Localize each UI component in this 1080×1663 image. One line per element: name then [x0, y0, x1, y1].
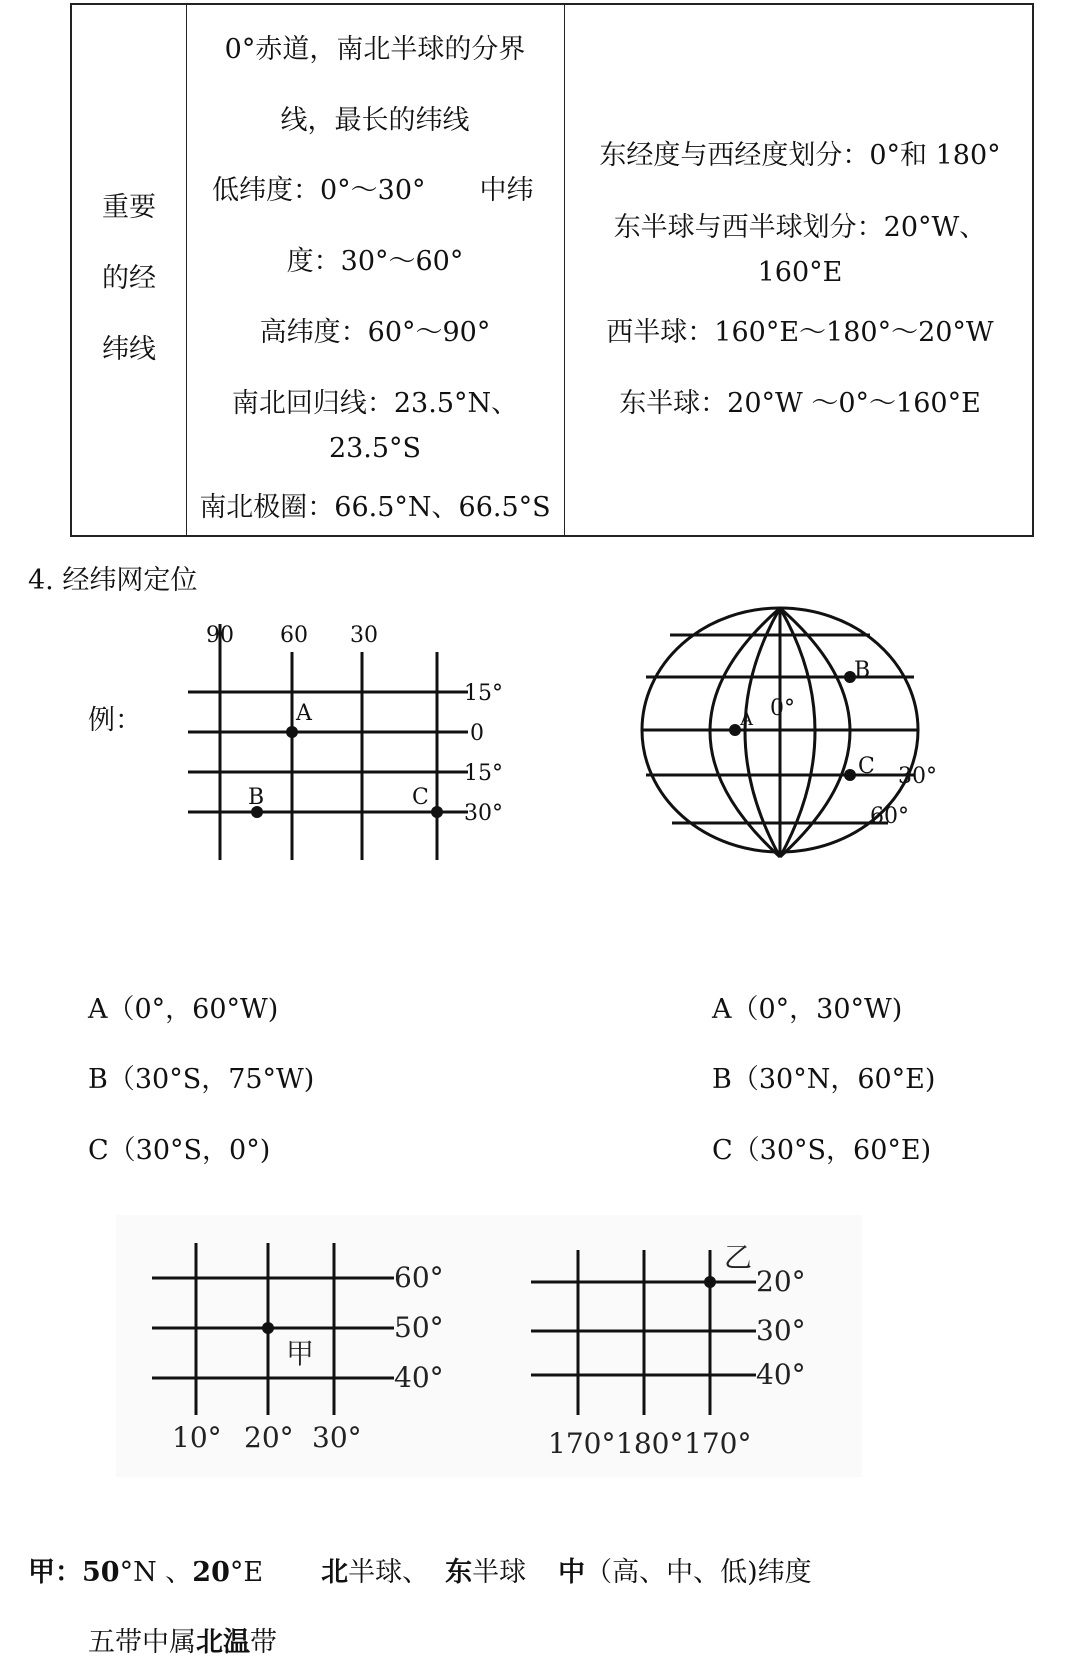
longitude-label: 10°	[172, 1421, 222, 1454]
grid-diagram-1	[170, 612, 530, 862]
longitude-cell-line: 西半球：160°E～180°～20°W	[606, 317, 994, 348]
longitude-cell-line: 东半球：20°W ～0°～160°E	[619, 388, 981, 419]
longitude-cell-line: 东经度与西经度划分：0°和 180°	[599, 140, 1001, 171]
latitude-label: 20°	[756, 1265, 806, 1298]
latitude-cell-line: 南北回归线：23.5°N、	[231, 388, 519, 419]
example-label: 例：	[88, 705, 142, 736]
longitude-label: 30°	[312, 1421, 362, 1454]
caption-part: 20	[192, 1557, 230, 1588]
meridian-curve	[745, 608, 780, 857]
longitude-label: 180°	[616, 1427, 684, 1460]
latitude-label: 15°	[464, 761, 503, 786]
caption-part: 半球	[472, 1557, 527, 1588]
caption-part: 带	[250, 1627, 277, 1658]
latitude-label: 60°	[394, 1261, 444, 1294]
latitude-label: 30°	[756, 1314, 806, 1347]
answer-right: C（30°S，60°E)	[712, 1135, 932, 1166]
answer-left: B（30°S，75°W)	[88, 1064, 315, 1095]
longitude-label: 30	[350, 623, 378, 648]
point-label: A	[740, 709, 753, 730]
meridian-curve	[780, 608, 815, 857]
caption-part: 中	[558, 1557, 586, 1588]
answer-left: C（30°S，0°)	[88, 1135, 271, 1166]
longitude-cell-line: 160°E	[757, 257, 843, 288]
latitude-label: 40°	[394, 1361, 444, 1394]
point-label: C	[858, 754, 875, 779]
row-header-line: 纬线	[102, 334, 156, 365]
answer-left: A（0°，60°W)	[88, 994, 279, 1025]
longitude-label: 170°	[684, 1427, 752, 1460]
caption-part: （高、中、低)纬度	[585, 1557, 812, 1588]
point-marker	[431, 806, 443, 818]
globe-diagram	[630, 595, 950, 870]
answer-right: B（30°N，60°E)	[712, 1064, 936, 1095]
answer-right: A（0°，30°W)	[712, 994, 903, 1025]
longitude-cell-line: 东半球与西半球划分：20°W、	[613, 212, 987, 243]
latitude-cell-line: 高纬度：60°～90°	[259, 317, 491, 348]
caption-part: °N 、	[119, 1557, 193, 1588]
latitude-label: 30°	[898, 764, 937, 789]
latitude-cell-line: 0°赤道，南北半球的分界	[224, 34, 526, 65]
point-label: 乙	[724, 1241, 753, 1274]
caption-part: 五带中属	[88, 1627, 196, 1658]
latitude-label: 50°	[394, 1311, 444, 1344]
answer-caption-1	[28, 1550, 812, 1589]
point-marker	[262, 1322, 274, 1334]
grid-exercise-panel	[116, 1215, 862, 1477]
row-header-line: 重要	[102, 192, 156, 223]
point-label: C	[412, 785, 429, 810]
point-label: A	[296, 701, 312, 726]
answer-caption-2	[88, 1620, 277, 1659]
section-heading: 4. 经纬网定位	[28, 565, 198, 596]
latitude-longitude-table	[70, 3, 1034, 537]
point-label: 甲	[286, 1337, 315, 1370]
caption-part: 50	[82, 1557, 120, 1588]
grid-exercise-diagrams	[116, 1215, 862, 1477]
latitude-label: 40°	[756, 1358, 806, 1391]
point-label: B	[854, 658, 871, 683]
longitude-label: 20°	[244, 1421, 294, 1454]
caption-part: 甲：	[28, 1557, 82, 1588]
latitude-label: 0	[470, 721, 484, 746]
longitude-label: 170°	[548, 1427, 616, 1460]
latitude-label: 15°	[464, 681, 503, 706]
point-marker	[286, 726, 298, 738]
caption-part: 东	[445, 1557, 473, 1588]
latitude-cell-line: 低纬度：0°～30° 中纬	[212, 175, 534, 206]
latitude-label: 60°	[870, 804, 909, 829]
latitude-label: 30°	[464, 801, 503, 826]
longitude-label: 60	[280, 623, 308, 648]
point-marker	[704, 1276, 716, 1288]
latitude-cell-line: 度：30°～60°	[286, 246, 464, 277]
point-marker	[844, 769, 856, 781]
latitude-cell-line: 23.5°S	[328, 433, 422, 464]
longitude-label: 90	[206, 623, 234, 648]
caption-part: °E	[229, 1557, 264, 1588]
caption-part: 北温	[196, 1627, 250, 1658]
latitude-cell-line: 南北极圈：66.5°N、66.5°S	[199, 492, 551, 523]
latitude-cell-line: 线，最长的纬线	[280, 105, 470, 136]
row-header-line: 的经	[102, 263, 156, 294]
meridian-label: 0°	[770, 696, 795, 721]
caption-part: 北	[321, 1557, 349, 1588]
caption-part: 半球、	[348, 1557, 430, 1588]
point-label: B	[248, 785, 265, 810]
